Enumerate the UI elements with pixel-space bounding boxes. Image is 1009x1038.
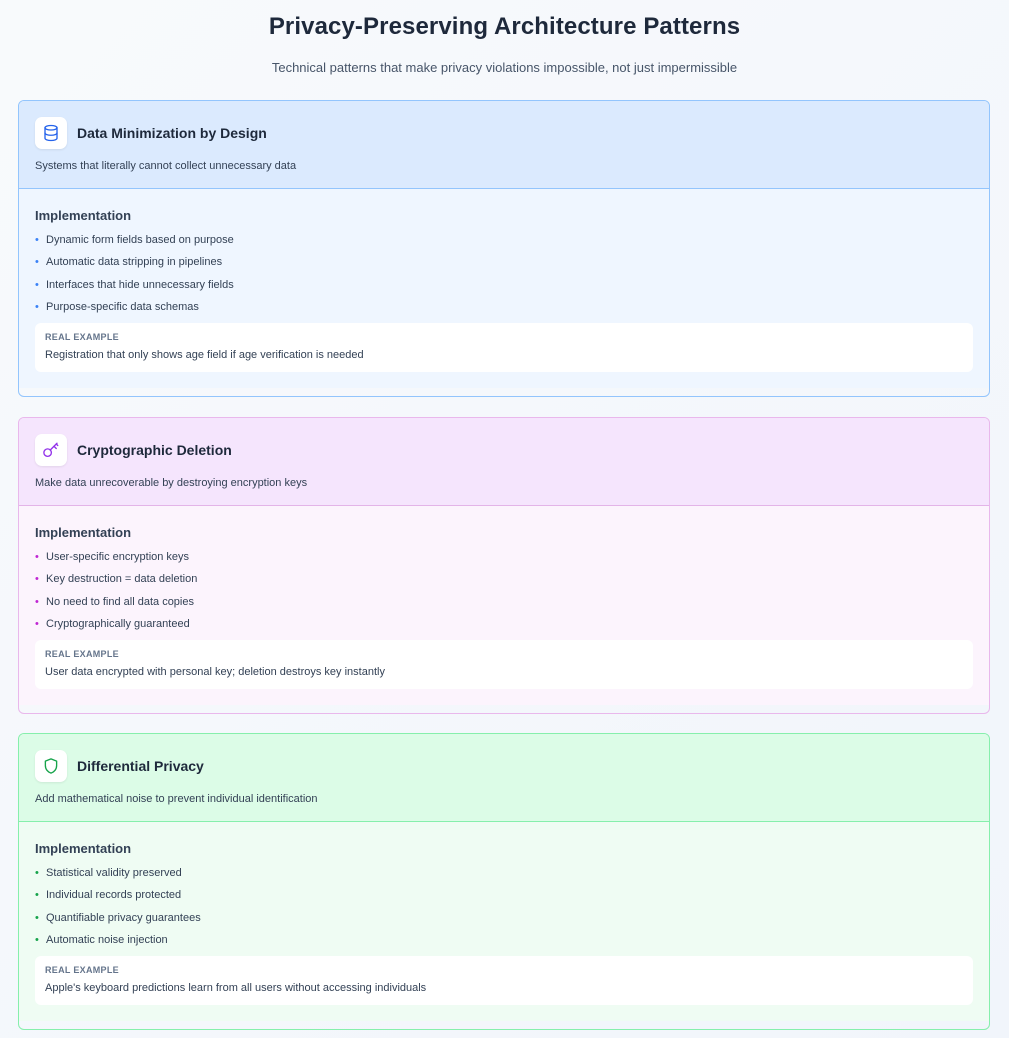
list-item [35,233,973,255]
example-text: Apple's keyboard predictions learn from all users without accessing individuals [45,982,427,995]
list-item [35,550,973,572]
bullet: • [35,617,39,630]
list-item [35,866,973,888]
card-header [19,101,989,189]
card-title: Cryptographic Deletion [77,442,232,458]
bullet: • [35,300,39,313]
pattern-card-differential-privacy [18,733,990,1030]
card-description: Systems that literally cannot collect unnecessary data [35,160,297,172]
implementation-list [35,866,973,955]
list-item-text: Quantifiable privacy guarantees [46,911,201,924]
list-item [35,255,973,277]
real-example-box [35,956,973,1005]
shield-icon [35,750,67,782]
list-item-text: User-specific encryption keys [46,551,190,563]
list-item-text: Key destruction = data deletion [46,573,198,586]
bullet: • [35,234,39,246]
bullet: • [35,933,39,946]
list-item [35,300,973,322]
list-item [35,911,973,933]
example-label: REAL EXAMPLE [45,649,119,660]
real-example-box [35,323,973,372]
list-item [35,278,973,300]
pattern-card-cryptographic-deletion [18,417,990,714]
list-item [35,933,973,955]
example-text: Registration that only shows age field if age verification is needed [45,349,364,362]
card-header [19,734,989,822]
implementation-list [35,233,973,322]
card-title: Data Minimization by Design [77,125,267,141]
card-header [19,418,989,506]
implementation-title: Implementation [35,841,132,856]
list-item-text: Individual records protected [46,889,182,902]
implementation-title: Implementation [35,208,132,223]
page-header [0,0,1009,100]
page-title: Privacy-Preserving Architecture Patterns [268,13,741,40]
list-item [35,595,973,617]
database-icon [35,117,67,149]
example-label: REAL EXAMPLE [45,332,119,343]
card-body [19,189,989,388]
list-item-text: Automatic noise injection [46,933,168,946]
pattern-card-data-minimization [18,100,990,397]
list-item-text: Interfaces that hide unnecessary fields [46,278,234,291]
card-description: Make data unrecoverable by destroying encryption keys [35,477,308,489]
key-icon [35,434,67,466]
bullet: • [35,889,39,902]
example-label: REAL EXAMPLE [45,965,119,976]
example-text: User data encrypted with personal key; deletion destroys key instantly [45,666,385,679]
implementation-title: Implementation [35,525,132,540]
bullet: • [35,867,39,879]
card-description: Add mathematical noise to prevent individual identification [35,793,318,805]
bullet: • [35,911,39,924]
bullet: • [35,573,39,586]
bullet: • [35,256,39,269]
implementation-list [35,550,973,639]
list-item [35,888,973,910]
bullet: • [35,551,39,563]
page-subtitle: Technical patterns that make privacy violations impossible, not just impermissible [271,60,738,75]
list-item-text: Statistical validity preserved [46,867,182,879]
bullet: • [35,595,39,608]
list-item-text: Dynamic form fields based on purpose [46,234,234,246]
list-item-text: Automatic data stripping in pipelines [46,256,223,269]
list-item [35,572,973,594]
list-item-text: Purpose-specific data schemas [46,300,199,313]
card-body [19,822,989,1021]
card-body [19,506,989,705]
list-item [35,617,973,639]
real-example-box [35,640,973,689]
bullet: • [35,278,39,291]
list-item-text: Cryptographically guaranteed [46,617,190,630]
card-title: Differential Privacy [77,758,204,774]
list-item-text: No need to find all data copies [46,595,194,608]
